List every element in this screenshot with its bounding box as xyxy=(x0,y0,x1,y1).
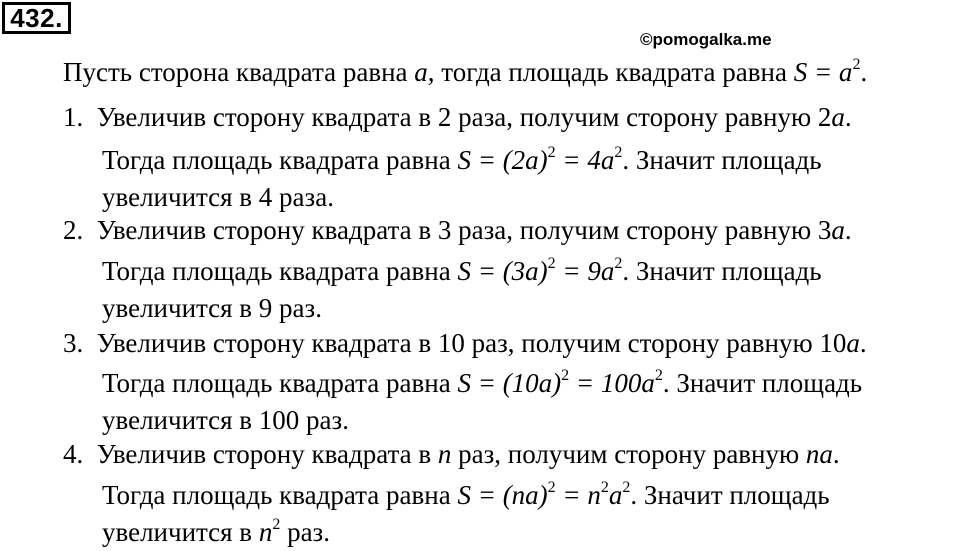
item-formula: S = (2a) xyxy=(457,145,548,175)
item-var: a xyxy=(831,215,845,245)
intro-var: a xyxy=(414,57,428,87)
item-exp: 2 xyxy=(547,255,556,272)
item-formula: S = (3a) xyxy=(457,256,548,286)
item-var: n xyxy=(437,439,452,469)
item-1-line-2 xyxy=(102,143,822,177)
item-number: 4. xyxy=(63,439,84,469)
item-4-line-2 xyxy=(102,478,830,512)
item-1-line-3 xyxy=(102,180,334,214)
item-4-line-1 xyxy=(63,437,840,471)
item-text: Тогда площадь квадрата равна xyxy=(102,480,458,510)
item-text: увеличится в 4 раза. xyxy=(102,182,334,212)
item-number: 1. xyxy=(63,102,84,132)
item-text: Увеличив сторону квадрата в 10 раз, получим сторону равную 10 xyxy=(96,328,847,358)
item-var: n xyxy=(258,517,273,547)
item-text: Тогда площадь квадрата равна xyxy=(102,256,458,286)
item-end: . xyxy=(859,328,867,358)
item-text: увеличится в xyxy=(102,517,259,547)
problem-number: 432. xyxy=(2,2,71,34)
item-formula: = 4a xyxy=(555,145,615,175)
intro-text: Пусть сторона квадрата равна xyxy=(63,57,415,87)
item-number: 3. xyxy=(63,328,84,358)
item-exp: 2 xyxy=(547,479,556,496)
item-3-line-3 xyxy=(102,403,349,437)
item-text: Увеличив сторону квадрата в 2 раза, получим сторону равную 2 xyxy=(96,102,832,132)
item-text: Тогда площадь квадрата равна xyxy=(102,368,458,398)
item-end: . Значит площадь xyxy=(630,480,830,510)
item-formula: = 100a xyxy=(569,368,655,398)
item-formula: a xyxy=(608,480,623,510)
item-text: Увеличив сторону квадрата в 3 раза, получим сторону равную 3 xyxy=(96,215,832,245)
item-1-line-1 xyxy=(63,100,852,134)
item-exp: 2 xyxy=(272,516,281,533)
item-end: . xyxy=(844,102,852,132)
intro-text2: , тогда площадь квадрата равна xyxy=(427,57,794,87)
item-exp: 2 xyxy=(614,255,623,272)
intro-end: . xyxy=(860,57,868,87)
item-2-line-1 xyxy=(63,213,852,247)
item-end: . Значит площадь xyxy=(662,368,863,398)
item-text: раз, получим сторону равную xyxy=(451,439,806,469)
item-3-line-1 xyxy=(63,326,867,360)
item-exp: 2 xyxy=(600,479,609,496)
item-2-line-2 xyxy=(102,254,822,288)
intro-line xyxy=(63,55,867,89)
item-exp: 2 xyxy=(654,367,663,384)
intro-exp: 2 xyxy=(852,56,861,73)
item-exp: 2 xyxy=(622,479,631,496)
item-end: . Значит площадь xyxy=(622,145,822,175)
item-end: . Значит площадь xyxy=(622,256,822,286)
item-number: 2. xyxy=(63,215,84,245)
watermark: ©pomogalka.me xyxy=(640,30,772,49)
intro-formula: S = a xyxy=(793,57,853,87)
item-formula: = n xyxy=(555,480,601,510)
item-formula: S = (na) xyxy=(457,480,548,510)
item-2-line-3 xyxy=(102,291,322,325)
item-text: увеличится в 100 раз. xyxy=(102,405,349,435)
item-4-line-3 xyxy=(102,515,330,549)
item-var: a xyxy=(846,328,860,358)
item-var: na xyxy=(805,439,833,469)
item-formula: S = (10a) xyxy=(457,368,562,398)
item-end: . xyxy=(832,439,840,469)
item-exp: 2 xyxy=(614,144,623,161)
item-end: . xyxy=(844,215,852,245)
item-var: a xyxy=(831,102,845,132)
item-text: Увеличив сторону квадрата в xyxy=(96,439,438,469)
item-exp: 2 xyxy=(547,144,556,161)
item-formula: = 9a xyxy=(555,256,615,286)
item-exp: 2 xyxy=(561,367,570,384)
item-text: увеличится в 9 раз. xyxy=(102,293,322,323)
item-3-line-2 xyxy=(102,366,862,400)
item-text: Тогда площадь квадрата равна xyxy=(102,145,458,175)
item-end: раз. xyxy=(280,517,330,547)
